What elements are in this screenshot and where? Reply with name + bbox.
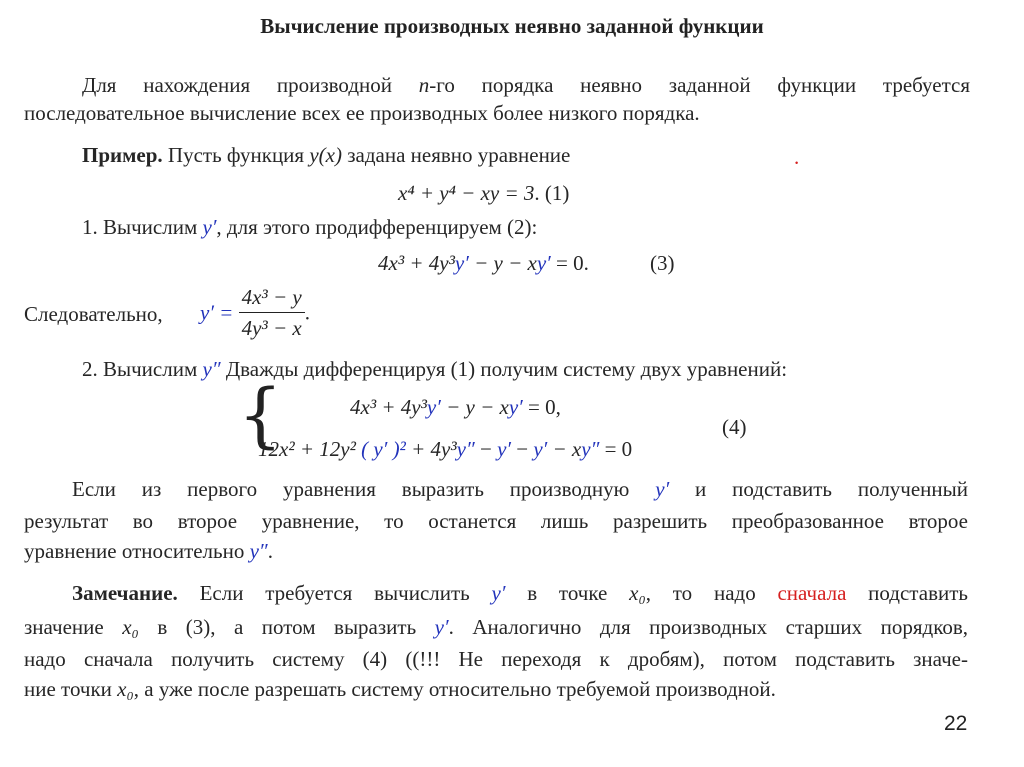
fraction bbox=[239, 284, 305, 341]
remark-text: в (3), а потом выразить bbox=[138, 615, 435, 639]
equation-3-number: (3) bbox=[650, 251, 675, 275]
step-1 bbox=[82, 214, 537, 240]
remark-line-4 bbox=[24, 676, 776, 702]
fraction-numerator: 4x³ − y bbox=[239, 284, 305, 313]
paragraph-text: и подставить полученный bbox=[669, 477, 969, 501]
eq-part: − y − x bbox=[468, 251, 537, 275]
math-x0: x₀ bbox=[629, 581, 646, 605]
eq-part: − x bbox=[547, 437, 582, 461]
y-prime-fraction bbox=[200, 284, 310, 341]
eq-part: = 0 bbox=[599, 437, 633, 461]
eq-part: 4x³ + 4y³ bbox=[350, 395, 427, 419]
step-1-text: , для этого продифференцируем (2): bbox=[216, 215, 538, 239]
math-y-prime: y′ bbox=[655, 477, 670, 501]
math-y-prime: y′ = bbox=[200, 300, 234, 325]
equation-1 bbox=[398, 180, 569, 206]
example-text: задана неявно уравнение bbox=[341, 143, 571, 167]
remark-label: Замечание. bbox=[72, 581, 178, 605]
highlight-first: сначала bbox=[777, 581, 847, 605]
period: . bbox=[304, 300, 310, 325]
remark-text: ние точки bbox=[24, 677, 118, 701]
step-2 bbox=[82, 356, 787, 382]
intro-text: Для нахождения производной bbox=[82, 73, 419, 97]
eq-part: − bbox=[511, 437, 534, 461]
math-y-double-prime: y″ bbox=[581, 437, 600, 461]
remark-text: в точке bbox=[505, 581, 630, 605]
eq-part: = 0. bbox=[550, 251, 589, 275]
example-line bbox=[82, 142, 570, 168]
step-2-text: Дважды дифференцируя (1) получим систему двух уравнений: bbox=[220, 357, 788, 381]
eq-part: = 0, bbox=[522, 395, 561, 419]
math-y-prime: y′ bbox=[434, 615, 449, 639]
example-text: Пусть функция bbox=[162, 143, 310, 167]
remark-text: значение bbox=[24, 615, 123, 639]
math-y-prime: y′ bbox=[533, 437, 548, 461]
system-row-2 bbox=[258, 436, 632, 462]
system-number: (4) bbox=[722, 415, 747, 439]
remark-line-2 bbox=[24, 614, 968, 640]
step-1-text: 1. Вычислим bbox=[82, 215, 203, 239]
paragraph-text: . bbox=[267, 539, 273, 563]
intro-line-1 bbox=[82, 72, 970, 98]
math-y-prime: y′ bbox=[536, 251, 551, 275]
math-x0: x₀ bbox=[117, 677, 134, 701]
remark-text: , то надо bbox=[645, 581, 778, 605]
math-func: y(x) bbox=[309, 143, 342, 167]
math-y-double-prime: y″ bbox=[249, 539, 268, 563]
intro-line-2: последовательное вычисление всех ее производных более низкого порядка. bbox=[24, 101, 700, 125]
eq-part: + 4y³ bbox=[405, 437, 457, 461]
red-dot: . bbox=[794, 145, 800, 169]
step-2-text: 2. Вычислим bbox=[82, 357, 203, 381]
equation-1-expr: x⁴ + y⁴ − xy = 3 bbox=[398, 181, 535, 205]
page-title: Вычисление производных неявно заданной функции bbox=[260, 14, 764, 38]
remark-text: подставить bbox=[846, 581, 968, 605]
consequently-label: Следовательно, bbox=[24, 302, 163, 326]
paragraph-if-line-1 bbox=[72, 476, 968, 502]
math-y-double-prime: y″ bbox=[202, 357, 221, 381]
math-y-prime-squared: ( y′ )² bbox=[361, 437, 406, 461]
remark-text: Если требуется вычислить bbox=[177, 581, 492, 605]
remark-text: , а уже после разрешать систему относительно требуемой производной. bbox=[133, 677, 776, 701]
math-y-prime: y′ bbox=[426, 395, 441, 419]
math-y-prime: y′ bbox=[497, 437, 511, 461]
eq-part: − bbox=[474, 437, 498, 461]
eq-part: 4x³ + 4y³ bbox=[378, 251, 455, 275]
paragraph-text: уравнение относительно bbox=[24, 539, 250, 563]
remark-text: . Аналогично для производных старших порядков, bbox=[448, 615, 969, 639]
math-y-double-prime: y″ bbox=[456, 437, 475, 461]
equation-1-number: . (1) bbox=[534, 181, 570, 205]
math-y-prime: y′ bbox=[454, 251, 469, 275]
paragraph-if-line-3 bbox=[24, 538, 273, 564]
math-x0: x₀ bbox=[122, 615, 139, 639]
example-label: Пример. bbox=[82, 143, 163, 167]
paragraph-if-line-2: результат во второе уравнение, то останется лишь разрешить преобразованное второе bbox=[24, 509, 968, 533]
eq-part: − y − x bbox=[440, 395, 509, 419]
fraction-denominator: 4y³ − x bbox=[241, 316, 302, 340]
page-number: 22 bbox=[944, 712, 968, 735]
math-n: n bbox=[418, 73, 430, 97]
eq-part: 12x² + 12y² bbox=[258, 437, 362, 461]
paragraph-text: Если из первого уравнения выразить производную bbox=[72, 477, 656, 501]
math-y-prime: y′ bbox=[508, 395, 523, 419]
remark-line-1 bbox=[72, 580, 968, 606]
intro-text: -го порядка неявно заданной функции требуется bbox=[429, 73, 970, 97]
system-row-1 bbox=[350, 394, 561, 420]
equation-3 bbox=[378, 250, 589, 276]
math-y-prime: y′ bbox=[491, 581, 506, 605]
math-y-prime: y′ bbox=[202, 215, 217, 239]
remark-line-3: надо сначала получить систему (4) ((!!! Не переходя к дробям), потом подставить значе- bbox=[24, 647, 968, 671]
system-brace: { bbox=[238, 374, 283, 456]
